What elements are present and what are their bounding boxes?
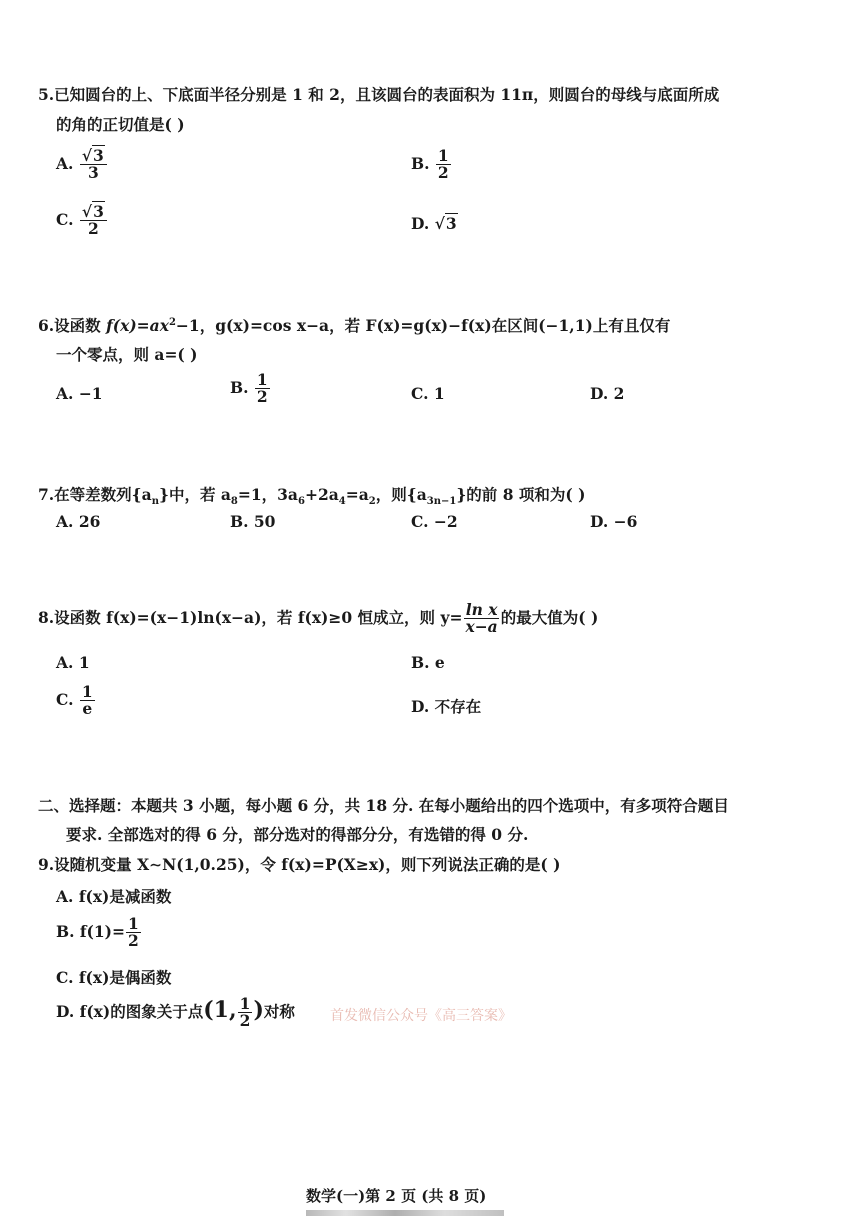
section2-heading-line1: 二、选择题：本题共 3 小题，每小题 6 分，共 18 分. 在每小题给出的四个选项中，有多项符合题目 (38, 796, 729, 815)
q9-stem: 9.设随机变量 X∼N(1,0.25)，令 f(x)=P(X≥x)，则下列说法正确的是( ) (38, 855, 561, 874)
section2-heading-line2: 要求. 全部选对的得 6 分，部分选对的得部分分，有选错的得 0 分. (66, 825, 529, 844)
q7-stem: 7.在等差数列$\{a_n\}$中，若 $a_8=1$，$3a_6+2a_4=a_2$，则$\{a_{3n-1}\}$的前 8 项和为( ) (38, 485, 586, 508)
q5-option-b: B. $\frac{1}{2}$ (411, 146, 449, 183)
q5-option-c: C. $\frac{√3}{2}$ (56, 204, 108, 238)
q7-option-b: B. 50 (230, 512, 276, 531)
q5-option-a: A. $\frac{√3}{3}$ (56, 148, 108, 182)
q8-option-d: D. 不存在 (411, 697, 482, 716)
q5-stem-line1: 5.已知圆台的上、下底面半径分别是 1 和 2，且该圆台的表面积为 11π，则圆台的母线与底面所成 (38, 85, 720, 104)
q6-option-c: C. 1 (411, 384, 445, 403)
q7-option-d: D. −6 (590, 512, 638, 531)
q6-option-d: D. 2 (590, 384, 625, 403)
q9-option-b: B. f(1)= $\frac{1}{2}$ (56, 914, 139, 951)
q8-option-c: C. $\frac{1}{e}$ (56, 682, 93, 719)
q9-option-c: C. f(x)是偶函数 (56, 968, 172, 987)
q6-option-a: A. −1 (56, 384, 103, 403)
q9-option-a: A. f(x)是减函数 (56, 887, 172, 906)
q6-stem-line2: 一个零点，则 a=( ) (56, 345, 198, 364)
q6-stem-line1: 6.设函数 $f(x)=ax^2-1$，g(x)=cos x−a，若 F(x)=g(x)−f(x)在区间(−1,1)上有且仅有 (38, 316, 671, 335)
q5-option-d: D. √3 (411, 214, 457, 233)
q7-option-a: A. 26 (56, 512, 101, 531)
q9-option-d: D. f(x)的图象关于点(1, $\frac{1}{2}$ )对称 (56, 994, 295, 1031)
q8-stem: 8.设函数 f(x)=(x−1)ln(x−a)，若 f(x)≥0 恒成立，则 y= $\frac{\text{ln x}}{x-a}$ 的最大值为( ) (38, 600, 599, 637)
q8-option-b: B. e (411, 653, 445, 672)
page-footer: 数学(一)第 2 页 (共 8 页) (306, 1187, 487, 1205)
q6-option-b: B. $\frac{1}{2}$ (230, 370, 268, 407)
scan-artifact (306, 1210, 504, 1216)
q7-option-c: C. −2 (411, 512, 458, 531)
q8-option-a: A. 1 (56, 653, 90, 672)
q5-stem-line2: 的角的正切值是( ) (56, 115, 185, 134)
watermark-text: 首发微信公众号《高三答案》 (330, 1008, 512, 1024)
